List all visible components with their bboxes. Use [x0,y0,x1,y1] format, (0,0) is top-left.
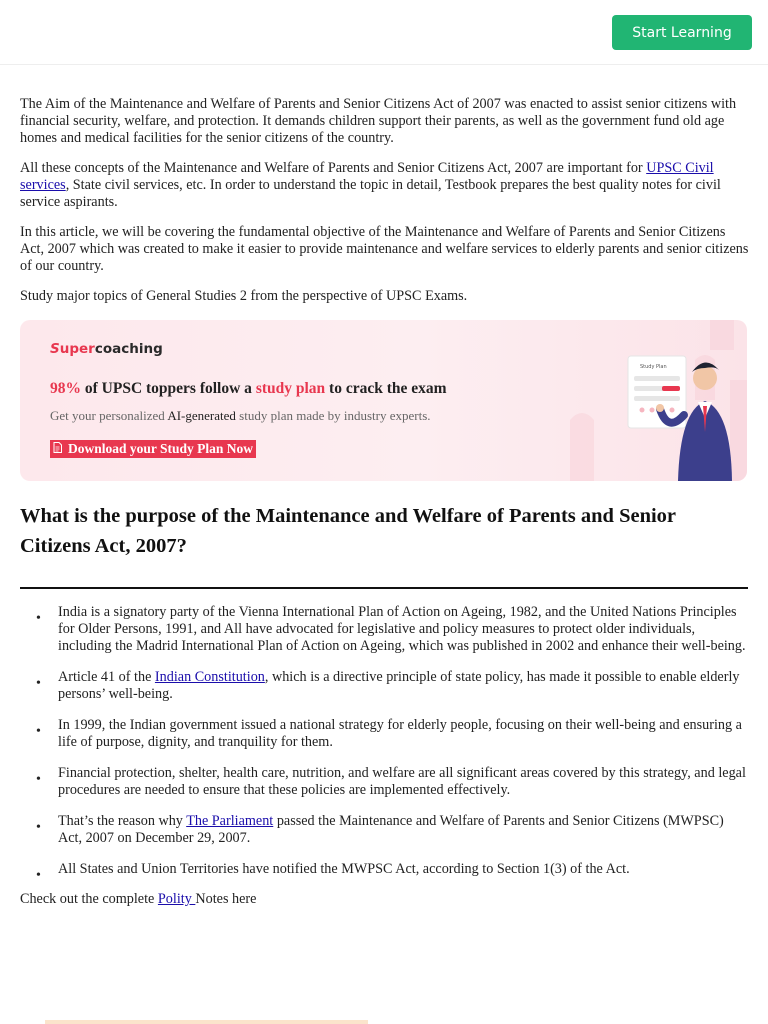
banner-stat: 98% [50,380,81,397]
banner-headline-text-b: to crack the exam [325,380,447,397]
banner-subtext [50,408,431,424]
bullet-icon: • [36,772,41,787]
section-heading: What is the purpose of the Maintenance and Welfare of Parents and Senior Citizens Act, 2007? [20,501,748,589]
list-item-text-a: Article 41 of the [58,669,155,685]
list-item [20,765,750,799]
next-banner-edge [45,1020,368,1024]
logo-coaching: coaching [94,341,163,357]
bullet-icon: • [36,611,41,626]
supercoaching-banner[interactable] [20,320,747,481]
bullet-icon: • [36,724,41,739]
logo-super: uper [59,341,95,357]
indian-constitution-link[interactable]: Indian Constitution [154,669,265,685]
intro-paragraph-2-text-a: All these concepts of the Maintenance and Welfare of Parents and Senior Citizens Act, 2007 are important for [20,160,647,176]
top-bar [0,0,768,65]
intro-paragraph-3: In this article, we will be covering the fundamental objective of the Maintenance and Welfare of Parents and Senior Citizens Act, 2007 which was created to make it easier to provide maintenance and welfare services to elderly parents and senior citizens of our country. [20,224,749,274]
upsc-civil-services-link[interactable]: UPSC Civil services [20,160,714,193]
bullet-icon: • [36,676,41,691]
purpose-list [20,604,750,883]
list-item [20,861,750,883]
download-study-plan-label: Download your Study Plan Now [68,441,254,456]
banner-sub-strong: AI-generated [167,408,236,423]
list-item-text: All States and Union Territories have notified the MWPSC Act, according to Section 1(3) of the Act. [58,861,630,877]
the-parliament-link[interactable]: The Parliament [186,813,274,829]
list-item [20,604,750,655]
logo-s: S [50,341,60,357]
polity-notes-line [20,891,750,908]
list-item-text: Financial protection, shelter, health care, nutrition, and welfare are all significant areas covered by this strategy, and legal procedures are needed to ensure that these policies are implemented effectively. [58,765,746,798]
banner-sub-text-a: Get your personalized [50,408,168,423]
document-icon [53,441,62,457]
polity-notes-text-b: Notes here [195,891,257,907]
polity-notes-text-a: Check out the complete [20,891,158,907]
list-item-text: In 1999, the Indian government issued a national strategy for elderly people, focusing on their well-being and ensuring a life of purpose, dignity, and tranquility for them. [58,717,742,750]
download-study-plan-button[interactable] [50,440,256,458]
study-plan-illustration [560,320,747,481]
list-item-text-b: , which is a directive principle of state policy, has made it possible to enable elderly persons’ well-being. [58,669,740,702]
study-plan-card-title: Study Plan [640,364,667,370]
list-item-text-b: passed the Maintenance and Welfare of Parents and Senior Citizens (MWPSC) Act, 2007 on December 29, 2007. [58,813,724,846]
list-item [20,717,750,751]
list-item-text: India is a signatory party of the Vienna International Plan of Action on Ageing, 1982, and the United Nations Principles for Older Persons, 1991, and All have advocated for legislative and policy measures to protect older individuals, including the Madrid International Plan of Action on Ageing, which was published in 2002 and enhance their well-being. [58,604,746,654]
polity-notes-link[interactable]: Polity [157,891,196,907]
banner-headline [50,380,447,398]
list-item [20,669,750,703]
bullet-icon: • [36,868,41,883]
article-content [20,96,750,921]
banner-sub-text-b: study plan made by industry experts. [235,408,431,423]
intro-paragraph-4: Study major topics of General Studies 2 from the perspective of UPSC Exams. [20,288,468,304]
intro-paragraph-1: The Aim of the Maintenance and Welfare of Parents and Senior Citizens Act of 2007 was enacted to assist senior citizens with financial security, welfare, and protection. It demands children support their parents, as well as the government fund old age homes and medical facilities for the senior citizens of the country. [20,96,737,146]
banner-headline-text-a: of UPSC toppers follow a [81,380,256,397]
list-item [20,813,750,847]
banner-headline-accent: study plan [255,380,326,397]
bullet-icon: • [36,820,41,835]
supercoaching-logo [50,341,163,357]
list-item-text-a: That’s the reason why [58,813,187,829]
intro-paragraph-2 [20,160,750,211]
start-learning-button[interactable]: Start Learning [612,15,752,50]
intro-paragraph-2-text-b: , State civil services, etc. In order to understand the topic in detail, Testbook prepares the best quality notes for civil service aspirants. [20,177,721,210]
